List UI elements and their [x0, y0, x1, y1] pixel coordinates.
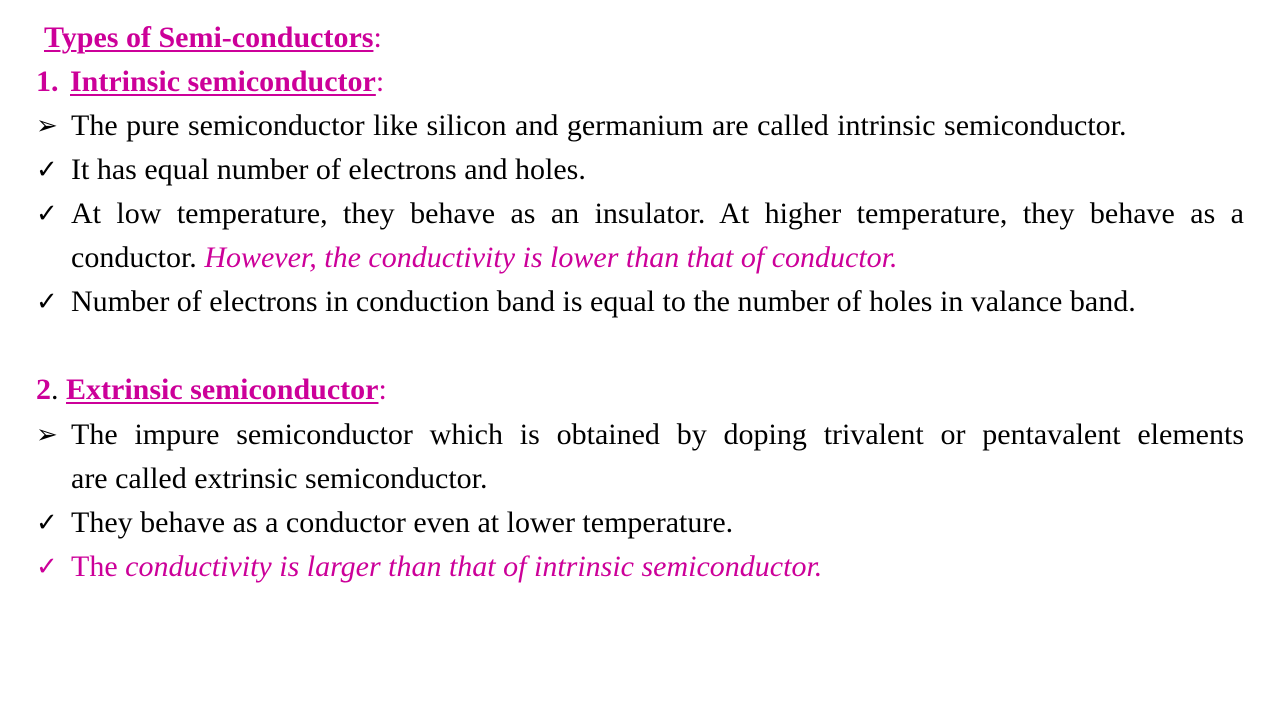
list-item-text-continued [71, 236, 898, 280]
list-item-text-emphasis: However, the conductivity is lower than that of conductor. [204, 241, 898, 274]
arrow-bullet-icon: ➢ [36, 420, 58, 449]
list-item-text-emphasis: conductivity is larger than that of intrinsic semiconductor. [125, 550, 823, 583]
section-number: 2 [36, 373, 51, 406]
list-item-text: The impure semiconductor which is obtained by doping trivalent or pentavalent elements [71, 418, 1244, 451]
check-bullet-icon: ✓ [36, 508, 58, 537]
list-item-text-continued: are called extrinsic semiconductor. [71, 462, 488, 495]
list-item-text-plain: conductor. [71, 241, 205, 274]
section-extrinsic-heading [36, 368, 387, 412]
check-bullet-icon: ✓ [36, 287, 58, 316]
list-item-text: They behave as a conductor even at lower temperature. [71, 506, 734, 539]
section-intrinsic-heading [36, 60, 384, 104]
arrow-bullet-icon: ➢ [36, 111, 58, 140]
check-bullet-icon: ✓ [36, 552, 58, 581]
list-item-text [71, 545, 822, 589]
section-title: Extrinsic semiconductor [66, 373, 379, 406]
list-item-text: The pure semiconductor like silicon and germanium are called intrinsic semiconductor. [71, 109, 1127, 142]
list-item-text-plain: The [71, 550, 126, 583]
list-item-text: It has equal number of electrons and holes. [71, 153, 586, 186]
section-number: 1. [36, 65, 59, 98]
page-title [44, 16, 382, 60]
page-title-colon: : [373, 21, 382, 54]
check-bullet-icon: ✓ [36, 199, 58, 228]
list-item-text: Number of electrons in conduction band is equal to the number of holes in valance band. [71, 285, 1136, 318]
page-title-text: Types of Semi-conductors [44, 21, 374, 54]
section-number-dot: . [51, 373, 59, 406]
section-colon: : [378, 373, 387, 406]
list-item-text: At low temperature, they behave as an insulator. At higher temperature, they behave as a [71, 197, 1244, 230]
section-colon: : [375, 65, 385, 98]
section-title: Intrinsic semiconductor [70, 65, 376, 98]
check-bullet-icon: ✓ [36, 155, 58, 184]
